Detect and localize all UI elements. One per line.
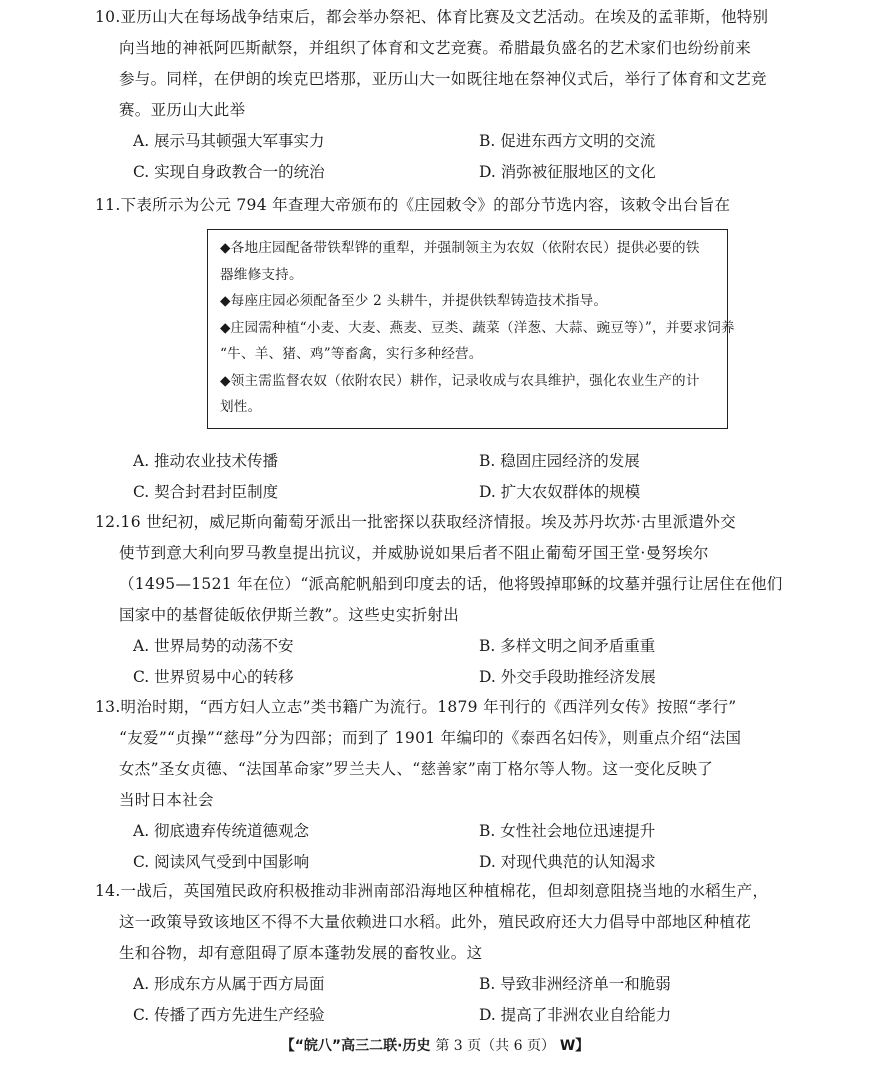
question-text-line: （1495—1521 年在位）“派高舵帆船到印度去的话，他将毁掉耶稣的坟墓并强行让居住在他们 (119, 575, 783, 593)
table-line: 划性。 (220, 399, 262, 415)
question-text-line: 这一政策导致该地区不得不大量依赖进口水稻。此外，殖民政府还大力倡导中部地区种植花 (119, 913, 752, 931)
table-line: ◆每座庄园必须配备至少 2 头耕牛，并提供铁犁铸造技术指导。 (220, 293, 608, 309)
table-line: ◆领主需监督农奴（依附农民）耕作，记录收成与农具维护，强化农业生产的计 (220, 372, 700, 389)
question-text-line: 12.16 世纪初，威尼斯向葡萄牙派出一批密探以获取经济情报。埃及苏丹坎苏·古里派遣外交 (95, 513, 736, 531)
question-11-options (95, 446, 815, 508)
options-row (95, 816, 815, 847)
page-footer (0, 1035, 870, 1055)
question-text-line: 10.亚历山大在每场战争结束后，都会举办祭祀、体育比赛及文艺活动。在埃及的孟菲斯，他特别 (95, 8, 769, 26)
options-row (95, 969, 815, 1000)
option-b: B. 多样文明之间矛盾重重 (479, 637, 656, 655)
option-b: B. 女性社会地位迅速提升 (479, 822, 656, 840)
options-row (95, 126, 815, 157)
options-row (95, 157, 815, 188)
question-text-line: “友爱”“贞操”“慈母”分为四部；而到了 1901 年编印的《泰西名妇传》，则重点介绍“法国 (119, 729, 742, 747)
option-d: D. 消弥被征服地区的文化 (479, 163, 656, 181)
option-d: D. 外交手段助推经济发展 (479, 668, 656, 686)
question-text-line: 国家中的基督徒皈依伊斯兰教”。这些史实折射出 (119, 606, 460, 624)
option-b: B. 促进东西方文明的交流 (479, 132, 656, 150)
option-b: B. 稳固庄园经济的发展 (479, 452, 640, 470)
page-number: 第 3 页（共 6 页） (435, 1038, 555, 1054)
options-row (95, 631, 815, 662)
question-14 (95, 876, 815, 1031)
option-b: B. 导致非洲经济单一和脆弱 (479, 975, 671, 993)
question-text-line: 使节到意大利向罗马教皇提出抗议，并威胁说如果后者不阻止葡萄牙国王堂·曼努埃尔 (119, 544, 709, 562)
footer-title: 【“皖八”高三二联·历史 (280, 1038, 431, 1054)
question-11 (95, 190, 815, 221)
options-row (95, 1000, 815, 1031)
question-text-line: 参与。同样，在伊朗的埃克巴塔那，亚历山大一如既往地在祭神仪式后，举行了体育和文艺竞 (119, 70, 767, 88)
option-a: A. 形成东方从属于西方局面 (133, 975, 325, 993)
question-text-line: 生和谷物，却有意阻碍了原本蓬勃发展的畜牧业。这 (119, 944, 483, 962)
option-d: D. 提高了非洲农业自给能力 (479, 1006, 672, 1024)
option-c: C. 阅读风气受到中国影响 (133, 853, 310, 871)
question-text-line: 向当地的神祇阿匹斯献祭，并组织了体育和文艺竞赛。希腊最负盛名的艺术家们也纷纷前来 (119, 39, 752, 57)
question-text-line: 14.一战后，英国殖民政府积极推动非洲南部沿海地区种植棉花，但却刻意阻挠当地的水稻生产， (95, 882, 769, 900)
table-line: ◆各地庄园配备带铁犁铧的重犁，并强制领主为农奴（依附农民）提供必要的铁 (220, 240, 700, 256)
question-13 (95, 692, 815, 878)
options-row (95, 662, 815, 693)
table-line: 器维修支持。 (220, 266, 303, 283)
question-10 (95, 2, 815, 188)
option-c: C. 传播了西方先进生产经验 (133, 1006, 325, 1024)
table-line: ◆庄园需种植“小麦、大麦、燕麦、豆类、蔬菜（洋葱、大蒜、豌豆等）”，并要求饲养 (220, 319, 735, 336)
option-c: C. 契合封君封臣制度 (133, 483, 279, 501)
options-row (95, 477, 815, 508)
option-a: A. 彻底遗弃传统道德观念 (133, 822, 310, 840)
footer-code: W】 (559, 1038, 590, 1054)
option-c: C. 实现自身政教合一的统治 (133, 163, 325, 181)
option-a: A. 展示马其顿强大军事实力 (133, 132, 325, 150)
question-text-line: 赛。亚历山大此举 (119, 101, 246, 119)
edict-excerpt-table (207, 229, 735, 429)
question-text-line: 11.下表所示为公元 794 年查理大帝颁布的《庄园敕令》的部分节选内容，该敕令出台旨在 (95, 196, 731, 214)
question-text-line: 13.明治时期，“西方妇人立志”类书籍广为流行。1879 年刊行的《西洋列女传》按照“孝行” (95, 698, 737, 716)
question-text-line: 女杰”圣女贞德、“法国革命家”罗兰夫人、“慈善家”南丁格尔等人物。这一变化反映了 (119, 760, 714, 778)
question-12 (95, 507, 815, 693)
option-d: D. 对现代典范的认知渴求 (479, 853, 656, 871)
table-line: “牛、羊、猪、鸡”等畜禽，实行多种经营。 (220, 346, 483, 362)
option-d: D. 扩大农奴群体的规模 (479, 483, 641, 501)
option-a: A. 世界局势的动荡不安 (133, 637, 294, 655)
question-text-line: 当时日本社会 (119, 791, 214, 809)
option-a: A. 推动农业技术传播 (133, 452, 279, 470)
options-row (95, 847, 815, 878)
options-row (95, 446, 815, 477)
option-c: C. 世界贸易中心的转移 (133, 668, 294, 686)
